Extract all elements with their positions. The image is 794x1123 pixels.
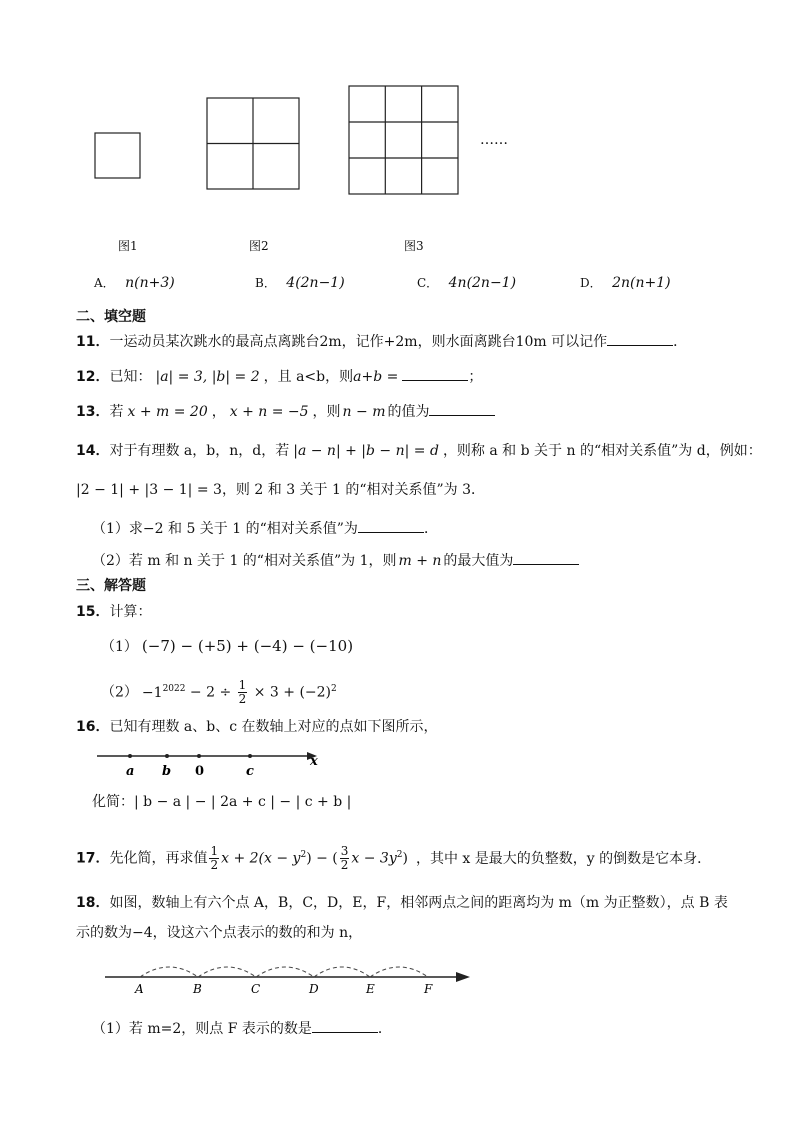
section-heading-fill-blank: 二、填空题 bbox=[76, 309, 146, 325]
question-11 bbox=[76, 331, 687, 352]
question-text: ，其中 x 是最大的负整数，y 的倒数是它本身． bbox=[415, 850, 712, 867]
question-text: 的最大值为 bbox=[443, 553, 514, 569]
question-15 bbox=[76, 602, 151, 622]
question-14-line-1 bbox=[76, 441, 762, 461]
answer-blank[interactable] bbox=[402, 366, 468, 381]
math-expression: a+b = bbox=[353, 369, 399, 385]
question-text: 已知有理数 a、b、c 在数轴上对应的点如下图所示， bbox=[109, 719, 438, 735]
exponent: 2022 bbox=[162, 684, 186, 694]
question-text: 已知： bbox=[109, 369, 152, 385]
sub-label: （2） bbox=[101, 684, 138, 701]
question-text: 先化简，再求值 bbox=[109, 850, 208, 867]
answer-blank[interactable] bbox=[607, 331, 673, 346]
question-number: 17． bbox=[76, 850, 110, 867]
exponent: 2 bbox=[396, 850, 403, 860]
option-expr: 4n(2n−1) bbox=[448, 275, 517, 291]
figure-1-label: 图1 bbox=[118, 239, 138, 253]
section-heading-solve: 三、解答题 bbox=[76, 578, 146, 594]
answer-blank[interactable] bbox=[312, 1018, 378, 1033]
denominator: 2 bbox=[238, 692, 247, 707]
figure-2-label: 图2 bbox=[249, 239, 269, 253]
math-part: x − 3y bbox=[351, 850, 397, 867]
option-letter: A． bbox=[94, 276, 115, 290]
point-label-c: C bbox=[251, 982, 261, 996]
question-text: ，则 bbox=[312, 404, 341, 420]
fraction bbox=[238, 679, 248, 706]
option-b bbox=[255, 273, 345, 293]
question-text: （1）求−2 和 5 关于 1 的“相对关系值”为 bbox=[92, 521, 358, 537]
math-expression: x + m = 20 bbox=[127, 404, 208, 420]
question-text: 对于有理数 a，b，n，d，若 bbox=[109, 443, 290, 459]
number-line-abcdef bbox=[100, 958, 480, 998]
math-expression: |a − n| + |b − n| = d bbox=[293, 443, 439, 459]
math-part: × 3 + (−2) bbox=[249, 684, 332, 701]
exponent: 2 bbox=[331, 684, 337, 694]
option-d bbox=[580, 273, 671, 293]
point-label-d: D bbox=[309, 982, 319, 996]
axis-label-c: c bbox=[246, 764, 254, 779]
answer-blank[interactable] bbox=[513, 550, 579, 565]
sub-label: （1） bbox=[101, 639, 138, 655]
question-text: 化简：| b − a | − | 2a + c | − | c + b | bbox=[92, 794, 352, 810]
question-18-sub-1 bbox=[92, 1018, 392, 1039]
question-number: 12． bbox=[76, 369, 110, 385]
option-c bbox=[417, 273, 516, 293]
math-expression: (−7) − (+5) + (−4) − (−10) bbox=[141, 637, 354, 655]
question-number: 16． bbox=[76, 719, 110, 735]
question-14-sub-2 bbox=[92, 550, 579, 571]
axis-label-a: a bbox=[126, 764, 135, 779]
question-text: 若 bbox=[109, 404, 124, 420]
question-number: 14． bbox=[76, 443, 110, 459]
question-number: 11． bbox=[76, 334, 110, 350]
axis-label-b: b bbox=[162, 764, 172, 779]
question-text: 示的数为−4，设这六个点表示的数的和为 n， bbox=[76, 925, 363, 941]
punct: ； bbox=[468, 369, 483, 385]
question-number: 15． bbox=[76, 604, 110, 620]
option-letter: C． bbox=[417, 276, 439, 290]
question-text: ，且 a<b，则 bbox=[263, 369, 354, 385]
question-text: （2）若 m 和 n 关于 1 的“相对关系值”为 1，则 bbox=[92, 553, 397, 569]
question-text: 一运动员某次跳水的最高点离跳台2m，记作+2m，则水面离跳台10m 可以记作 bbox=[109, 334, 608, 350]
math-expression: x + n = −5 bbox=[229, 404, 309, 420]
question-16-simplify bbox=[92, 792, 351, 812]
figure-3-grid bbox=[349, 86, 458, 194]
question-17 bbox=[76, 838, 711, 876]
question-16 bbox=[76, 717, 438, 737]
math-part: −1 bbox=[141, 684, 163, 701]
math-expression: n − m bbox=[342, 404, 386, 420]
question-number: 18． bbox=[76, 895, 110, 911]
fraction bbox=[340, 845, 350, 872]
point-label-b: B bbox=[193, 982, 202, 996]
question-14-line-2 bbox=[76, 480, 485, 500]
answer-blank[interactable] bbox=[429, 401, 495, 416]
question-text: 如图，数轴上有六个点 A，B，C，D，E，F，相邻两点之间的距离均为 m（m 为正整数），点 B 表 bbox=[109, 895, 728, 911]
numerator: 1 bbox=[238, 678, 247, 693]
point-label-e: E bbox=[366, 982, 375, 996]
option-letter: B． bbox=[255, 276, 276, 290]
math-expression: |2 − 1| + |3 − 1| = 3 bbox=[76, 482, 222, 498]
axis-label-zero: 0 bbox=[195, 764, 205, 779]
fraction bbox=[209, 845, 219, 872]
math-expression: m + n bbox=[398, 553, 442, 569]
punct: ， bbox=[211, 404, 226, 420]
math-part: ) − ( bbox=[306, 850, 338, 867]
question-18-line-2 bbox=[76, 923, 362, 943]
question-14-sub-1 bbox=[92, 518, 438, 539]
axis-label-x: x bbox=[310, 754, 318, 769]
point-label-f: F bbox=[424, 982, 433, 996]
punct: ． bbox=[377, 1021, 392, 1037]
denominator: 2 bbox=[340, 858, 349, 873]
number-line-abc bbox=[95, 745, 330, 781]
question-text: ，则称 a 和 b 关于 n 的“相对关系值”为 d，例如： bbox=[442, 443, 762, 459]
figure-ellipsis: …… bbox=[480, 132, 508, 148]
math-expression: |a| = 3, |b| = 2 bbox=[155, 369, 260, 385]
question-text: （1）若 m=2，则点 F 表示的数是 bbox=[92, 1021, 312, 1037]
option-a bbox=[94, 273, 175, 293]
square-figures bbox=[80, 80, 540, 205]
question-text: ，则 2 和 3 关于 1 的“相对关系值”为 3． bbox=[221, 482, 486, 498]
math-part: − 2 ÷ bbox=[185, 684, 236, 701]
answer-blank[interactable] bbox=[358, 518, 424, 533]
question-number: 13． bbox=[76, 404, 110, 420]
question-18-line-1 bbox=[76, 893, 728, 913]
figure-1-square bbox=[95, 133, 140, 178]
figure-2-grid bbox=[207, 98, 299, 189]
option-expr: 2n(n+1) bbox=[612, 275, 671, 291]
question-15-sub-1 bbox=[101, 636, 353, 657]
question-13 bbox=[76, 401, 495, 422]
point-label-a: A bbox=[135, 982, 144, 996]
option-expr: n(n+3) bbox=[125, 275, 175, 291]
punct: ． bbox=[673, 334, 688, 350]
option-expr: 4(2n−1) bbox=[286, 275, 345, 291]
question-text: 计算： bbox=[109, 604, 152, 620]
math-part: x + 2(x − y bbox=[221, 850, 301, 867]
exponent: 2 bbox=[300, 850, 307, 860]
option-letter: D． bbox=[580, 276, 602, 290]
numerator: 3 bbox=[340, 844, 349, 859]
math-part: ) bbox=[402, 850, 408, 867]
question-12 bbox=[76, 366, 482, 387]
punct: ． bbox=[423, 521, 438, 537]
numerator: 1 bbox=[210, 844, 219, 859]
question-text: 的值为 bbox=[387, 404, 430, 420]
question-15-sub-2 bbox=[101, 674, 337, 708]
figure-3-label: 图3 bbox=[404, 239, 424, 253]
denominator: 2 bbox=[210, 858, 219, 873]
